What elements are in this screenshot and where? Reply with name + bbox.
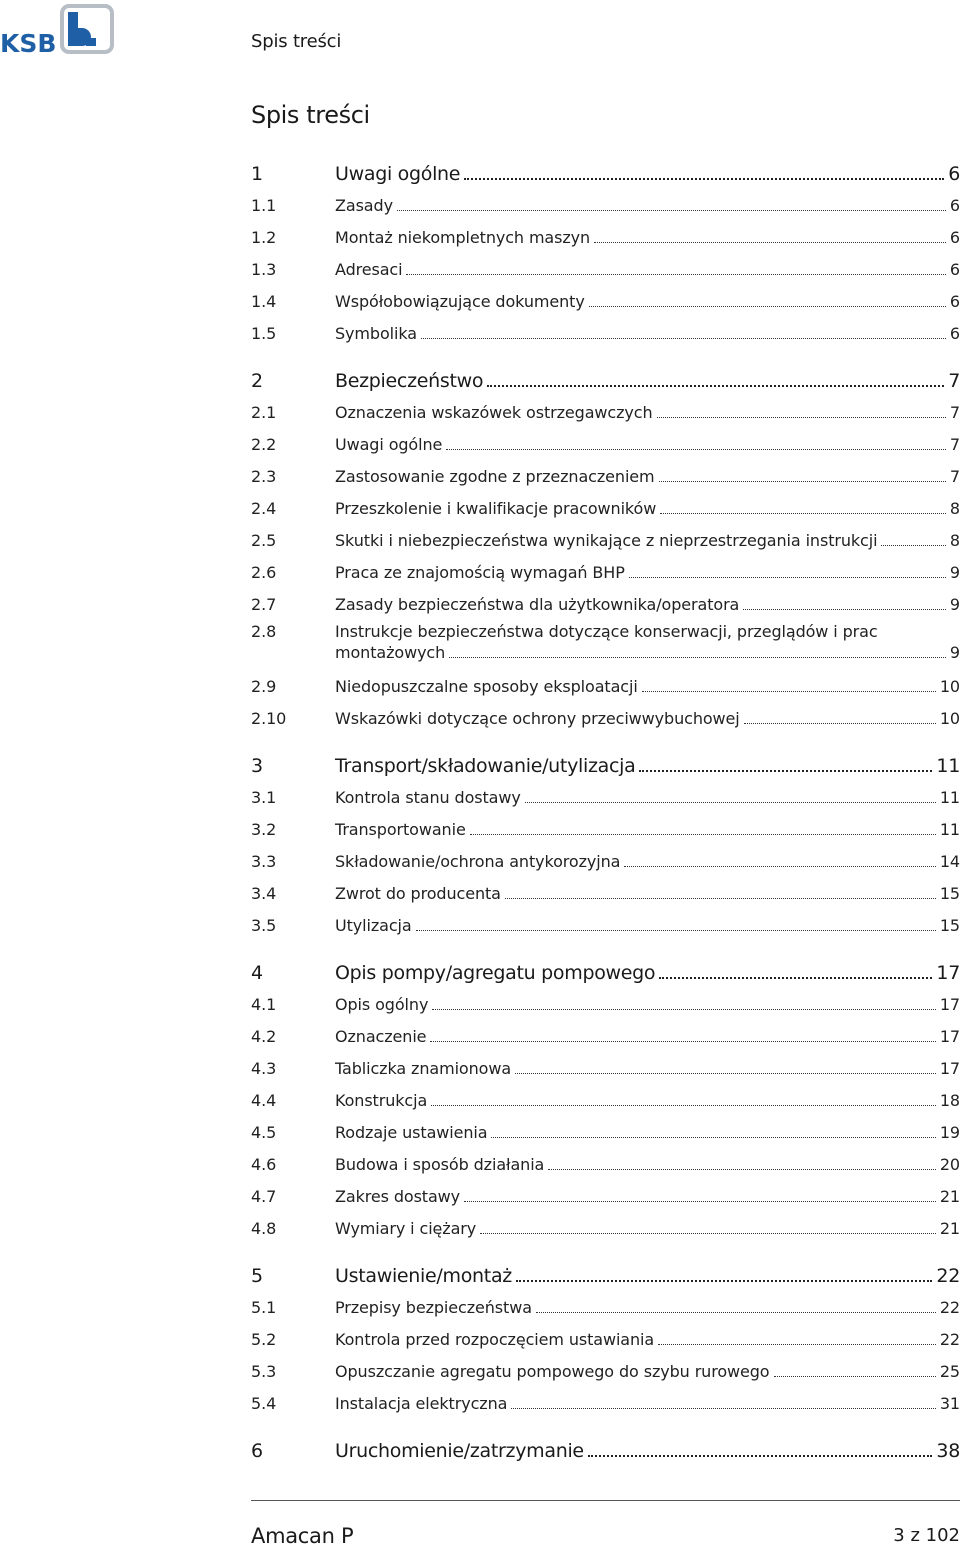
toc-leader-dots [505, 898, 936, 899]
toc-entry-text [335, 1394, 960, 1417]
toc-entry-number: 4.5 [251, 1123, 277, 1142]
toc-leader-dots [432, 1009, 936, 1010]
toc-entry-number: 2.1 [251, 403, 277, 422]
toc-entry-row[interactable] [251, 1146, 960, 1178]
toc-entry-text [335, 1187, 960, 1210]
toc-entry-number: 1.2 [251, 228, 277, 247]
toc-entry-title: Praca ze znajomością wymagań BHP [335, 563, 625, 582]
toc-entry-row[interactable] [251, 1385, 960, 1417]
toc-entry-row[interactable] [251, 219, 960, 251]
toc-leader-dots [515, 1073, 936, 1074]
toc-entry-title: Zakres dostawy [335, 1187, 461, 1206]
toc-entry-page: 25 [939, 1362, 960, 1381]
toc-entry-number: 4.7 [251, 1187, 277, 1206]
toc-leader-dots [487, 385, 944, 387]
toc-entry-text [335, 196, 960, 219]
toc-chapter-row[interactable] [251, 744, 960, 779]
toc-entry-text [335, 820, 960, 843]
toc-entry-row[interactable] [251, 490, 960, 522]
toc-entry-title: Utylizacja [335, 916, 412, 935]
toc-leader-dots [480, 1233, 936, 1234]
toc-chapter-row[interactable] [251, 1254, 960, 1289]
toc-entry-text [335, 709, 960, 732]
toc-entry-title: Kontrola przed rozpoczęciem ustawiania [335, 1330, 655, 1349]
toc-chapter-number: 5 [251, 1265, 263, 1287]
toc-entry-title: Instalacja elektryczna [335, 1394, 508, 1413]
toc-leader-dots [659, 977, 932, 979]
toc-entry-title: Budowa i sposób działania [335, 1155, 545, 1174]
toc-entry-page: 15 [939, 884, 960, 903]
toc-entry-title-continuation: montażowych [335, 643, 446, 662]
toc-entry-page: 6 [949, 228, 960, 247]
toc-section [251, 1429, 960, 1464]
toc-entry-text [335, 622, 960, 666]
toc-entry-page: 6 [949, 292, 960, 311]
toc-entry-text [335, 435, 960, 458]
toc-entry-row[interactable] [251, 811, 960, 843]
toc-entry-title: Rodzaje ustawienia [335, 1123, 488, 1142]
toc-leader-dots [525, 802, 936, 803]
toc-entry-row[interactable] [251, 618, 960, 668]
toc-leader-dots [639, 770, 932, 772]
toc-leader-dots [594, 242, 946, 243]
toc-entry-number: 2.5 [251, 531, 277, 550]
toc-entry-number: 1.5 [251, 324, 277, 343]
toc-entry-text [335, 1091, 960, 1114]
toc-entry-text [335, 1155, 960, 1178]
toc-entry-page: 18 [939, 1091, 960, 1110]
toc-entry-row[interactable] [251, 522, 960, 554]
toc-chapter-title: Ustawienie/montaż [335, 1265, 512, 1287]
toc-entry-page: 17 [939, 995, 960, 1014]
toc-chapter-row[interactable] [251, 152, 960, 187]
toc-entry-title: Niedopuszczalne sposoby eksploatacji [335, 677, 638, 696]
toc-entry-page: 8 [949, 531, 960, 550]
toc-entry-row[interactable] [251, 843, 960, 875]
toc-entry-page: 6 [949, 196, 960, 215]
toc-chapter-text [335, 370, 960, 392]
footer-page-indicator: 3 z 102 [893, 1525, 960, 1546]
toc-chapter-text [335, 1265, 960, 1287]
toc-entry-title: Zastosowanie zgodne z przeznaczeniem [335, 467, 655, 486]
toc-entry-page: 7 [949, 403, 960, 422]
toc-entry-number: 1.3 [251, 260, 277, 279]
toc-entry-title: Oznaczenia wskazówek ostrzegawczych [335, 403, 653, 422]
toc-entry-page: 7 [949, 435, 960, 454]
toc-entry-text [335, 292, 960, 315]
toc-entry-row[interactable] [251, 426, 960, 458]
toc-entry-row[interactable] [251, 1210, 960, 1242]
toc-entry-page: 21 [939, 1219, 960, 1238]
toc-entry-number: 2.7 [251, 595, 277, 614]
toc-entry-row[interactable] [251, 315, 960, 347]
toc-entry-title: Zasady [335, 196, 393, 215]
toc-entry-page: 9 [949, 595, 960, 614]
toc-leader-dots [548, 1169, 936, 1170]
toc-entry-title: Wskazówki dotyczące ochrony przeciwwybuchowej [335, 709, 740, 728]
toc-entry-page: 10 [939, 709, 960, 728]
toc-chapter-page: 22 [936, 1265, 960, 1287]
toc-entry-number: 3.4 [251, 884, 277, 903]
toc-chapter-row[interactable] [251, 359, 960, 394]
toc-entry-text [335, 995, 960, 1018]
toc-entry-title: Składowanie/ochrona antykorozyjna [335, 852, 621, 871]
toc-leader-dots [536, 1312, 936, 1313]
toc-entry-number: 4.3 [251, 1059, 277, 1078]
toc-leader-dots [491, 1137, 935, 1138]
toc-entry-page: 19 [939, 1123, 960, 1142]
toc-entry-title: Montaż niekompletnych maszyn [335, 228, 591, 247]
toc-entry-page: 11 [939, 788, 960, 807]
toc-leader-dots [421, 338, 946, 339]
toc-chapter-page: 17 [936, 962, 960, 984]
toc-entry-number: 2.3 [251, 467, 277, 486]
toc-chapter-page: 38 [936, 1440, 960, 1462]
toc-entry-page: 6 [949, 324, 960, 343]
toc-entry-number: 2.2 [251, 435, 277, 454]
toc-entry-text [335, 852, 960, 875]
toc-chapter-number: 4 [251, 962, 263, 984]
toc-entry-title: Zasady bezpieczeństwa dla użytkownika/operatora [335, 595, 740, 614]
toc-entry-row[interactable] [251, 1050, 960, 1082]
toc-entry-page: 15 [939, 916, 960, 935]
toc-entry-title: Tabliczka znamionowa [335, 1059, 512, 1078]
toc-entry-text [335, 1123, 960, 1146]
toc-entry-text [335, 1027, 960, 1050]
toc-entry-page: 9 [949, 563, 960, 582]
toc-entry-text [335, 467, 960, 490]
toc-chapter-page: 11 [936, 755, 960, 777]
toc-leader-dots [446, 449, 946, 450]
toc-leader-dots [660, 513, 946, 514]
toc-entry-number: 3.1 [251, 788, 277, 807]
toc-entry-title: Opuszczanie agregatu pompowego do szybu rurowego [335, 1362, 770, 1381]
toc-entry-page: 22 [939, 1330, 960, 1349]
toc-entry-page: 10 [939, 677, 960, 696]
toc-entry-number: 5.1 [251, 1298, 277, 1317]
toc-entry-page: 20 [939, 1155, 960, 1174]
toc-leader-dots [397, 210, 946, 211]
toc-leader-dots [431, 1105, 936, 1106]
toc-entry-row[interactable] [251, 251, 960, 283]
toc-leader-dots [657, 417, 946, 418]
toc-entry-number: 5.3 [251, 1362, 277, 1381]
toc-entry-text [335, 788, 960, 811]
toc-entry-title: Oznaczenie [335, 1027, 427, 1046]
toc-leader-dots [588, 1455, 933, 1457]
toc-entry-text [335, 916, 960, 939]
toc-entry-number: 3.3 [251, 852, 277, 871]
toc-chapter-page: 6 [948, 163, 960, 185]
toc-entry-page: 21 [939, 1187, 960, 1206]
toc-entry-row[interactable] [251, 986, 960, 1018]
toc-entry-text [335, 677, 960, 700]
toc-chapter-title: Opis pompy/agregatu pompowego [335, 962, 656, 984]
toc-leader-dots [430, 1041, 935, 1042]
toc-leader-dots [744, 723, 936, 724]
toc-entry-title: Uwagi ogólne [335, 435, 443, 454]
toc-entry-number: 2.8 [251, 622, 277, 641]
toc-entry-row[interactable] [251, 1082, 960, 1114]
toc-entry-text [335, 1298, 960, 1321]
toc-leader-dots [470, 834, 936, 835]
toc-entry-row[interactable] [251, 554, 960, 586]
toc-entry-title: Skutki i niebezpieczeństwa wynikające z nieprzestrzegania instrukcji [335, 531, 878, 550]
toc-entry-number: 2.9 [251, 677, 277, 696]
toc-entry-text [335, 228, 960, 251]
toc-entry-text [335, 324, 960, 347]
toc-entry-row[interactable] [251, 700, 960, 732]
toc-entry-page: 14 [939, 852, 960, 871]
toc-leader-dots [589, 306, 946, 307]
page-title: Spis treści [251, 101, 370, 129]
toc-section [251, 1254, 960, 1417]
toc-leader-dots [659, 481, 946, 482]
toc-entry-row[interactable] [251, 586, 960, 618]
toc-leader-dots [406, 274, 945, 275]
toc-leader-dots [516, 1280, 932, 1282]
toc-leader-dots [416, 930, 936, 931]
toc-leader-dots [624, 866, 935, 867]
toc-entry-row[interactable] [251, 907, 960, 939]
toc-leader-dots [881, 545, 945, 546]
toc-entry-title: Transportowanie [335, 820, 466, 839]
toc-leader-dots [629, 577, 946, 578]
toc-chapter-title: Uwagi ogólne [335, 163, 461, 185]
footer-divider [251, 1500, 960, 1501]
toc-entry-number: 3.2 [251, 820, 277, 839]
toc-entry-text [335, 1219, 960, 1242]
toc-entry-page: 17 [939, 1059, 960, 1078]
toc-leader-dots [449, 657, 946, 658]
toc-entry-row[interactable] [251, 1018, 960, 1050]
toc-entry-row[interactable] [251, 1178, 960, 1210]
toc-entry-number: 4.6 [251, 1155, 277, 1174]
toc-entry-page: 22 [939, 1298, 960, 1317]
toc-entry-number: 4.1 [251, 995, 277, 1014]
toc-entry-number: 5.4 [251, 1394, 277, 1413]
toc-section [251, 152, 960, 347]
toc-entry-text [335, 1362, 960, 1385]
toc-entry-text [335, 260, 960, 283]
toc-entry-title: Zwrot do producenta [335, 884, 501, 903]
toc-entry-row[interactable] [251, 187, 960, 219]
ksb-logo [0, 4, 114, 54]
footer-product-name: Amacan P [251, 1524, 354, 1548]
toc-entry-row[interactable] [251, 875, 960, 907]
toc-entry-title: Przepisy bezpieczeństwa [335, 1298, 532, 1317]
toc-entry-page: 8 [949, 499, 960, 518]
toc-chapter-number: 2 [251, 370, 263, 392]
toc-entry-title: Symbolika [335, 324, 417, 343]
toc-entry-row[interactable] [251, 779, 960, 811]
toc-entry-text [335, 531, 960, 554]
toc-section [251, 951, 960, 1242]
toc-leader-dots [774, 1376, 936, 1377]
toc-entry-page: 7 [949, 467, 960, 486]
toc-chapter-title: Transport/składowanie/utylizacja [335, 755, 636, 777]
toc-entry-title: Współobowiązujące dokumenty [335, 292, 585, 311]
toc-section [251, 744, 960, 939]
toc-chapter-page: 7 [948, 370, 960, 392]
toc-entry-number: 1.4 [251, 292, 277, 311]
toc-entry-text [335, 884, 960, 907]
toc-entry-row[interactable] [251, 283, 960, 315]
toc-entry-number: 4.8 [251, 1219, 277, 1238]
toc-entry-text [335, 595, 960, 618]
toc-entry-row[interactable] [251, 668, 960, 700]
toc-entry-page: 17 [939, 1027, 960, 1046]
toc-entry-page: 6 [949, 260, 960, 279]
toc-chapter-number: 3 [251, 755, 263, 777]
running-title: Spis treści [251, 31, 342, 52]
toc-chapter-text [335, 962, 960, 984]
toc-entry-row[interactable] [251, 1114, 960, 1146]
toc-entry-page: 31 [939, 1394, 960, 1413]
toc-entry-title: Przeszkolenie i kwalifikacje pracowników [335, 499, 657, 518]
toc-entry-page: 9 [949, 643, 960, 662]
toc-entry-page: 11 [939, 820, 960, 839]
table-of-contents [251, 152, 960, 1476]
toc-chapter-text [335, 755, 960, 777]
toc-chapter-number: 1 [251, 163, 263, 185]
toc-entry-number: 3.5 [251, 916, 277, 935]
toc-entry-title: Adresaci [335, 260, 403, 279]
toc-leader-dots [511, 1408, 936, 1409]
toc-entry-text [335, 563, 960, 586]
toc-leader-dots [464, 1201, 936, 1202]
toc-chapter-row[interactable] [251, 951, 960, 986]
toc-entry-number: 2.4 [251, 499, 277, 518]
toc-entry-row[interactable] [251, 394, 960, 426]
toc-entry-number: 4.4 [251, 1091, 277, 1110]
toc-chapter-text [335, 163, 960, 185]
toc-entry-number: 5.2 [251, 1330, 277, 1349]
toc-entry-number: 2.10 [251, 709, 287, 728]
toc-entry-number: 2.6 [251, 563, 277, 582]
toc-entry-title: Konstrukcja [335, 1091, 428, 1110]
toc-entry-row[interactable] [251, 1289, 960, 1321]
toc-leader-dots [658, 1344, 936, 1345]
toc-entry-title: Wymiary i ciężary [335, 1219, 477, 1238]
toc-entry-row[interactable] [251, 458, 960, 490]
toc-entry-number: 4.2 [251, 1027, 277, 1046]
toc-entry-title: Kontrola stanu dostawy [335, 788, 521, 807]
ksb-logo-text: KSB [0, 29, 57, 54]
toc-leader-dots [743, 609, 946, 610]
toc-entry-text [335, 499, 960, 522]
toc-entry-number: 1.1 [251, 196, 277, 215]
toc-section [251, 359, 960, 732]
toc-chapter-title: Uruchomienie/zatrzymanie [335, 1440, 584, 1462]
toc-leader-dots [464, 178, 944, 180]
toc-chapter-title: Bezpieczeństwo [335, 370, 484, 392]
toc-entry-row[interactable] [251, 1321, 960, 1353]
toc-chapter-number: 6 [251, 1440, 263, 1462]
toc-entry-title: Instrukcje bezpieczeństwa dotyczące konserwacji, przeglądów i prac [335, 622, 878, 641]
toc-entry-text [335, 1059, 960, 1082]
toc-leader-dots [642, 691, 936, 692]
toc-chapter-text [335, 1440, 960, 1462]
toc-entry-text [335, 403, 960, 426]
toc-chapter-row[interactable] [251, 1429, 960, 1464]
toc-entry-title: Opis ogólny [335, 995, 429, 1014]
toc-entry-text [335, 1330, 960, 1353]
toc-entry-title-continuation-line [335, 643, 960, 666]
toc-entry-row[interactable] [251, 1353, 960, 1385]
